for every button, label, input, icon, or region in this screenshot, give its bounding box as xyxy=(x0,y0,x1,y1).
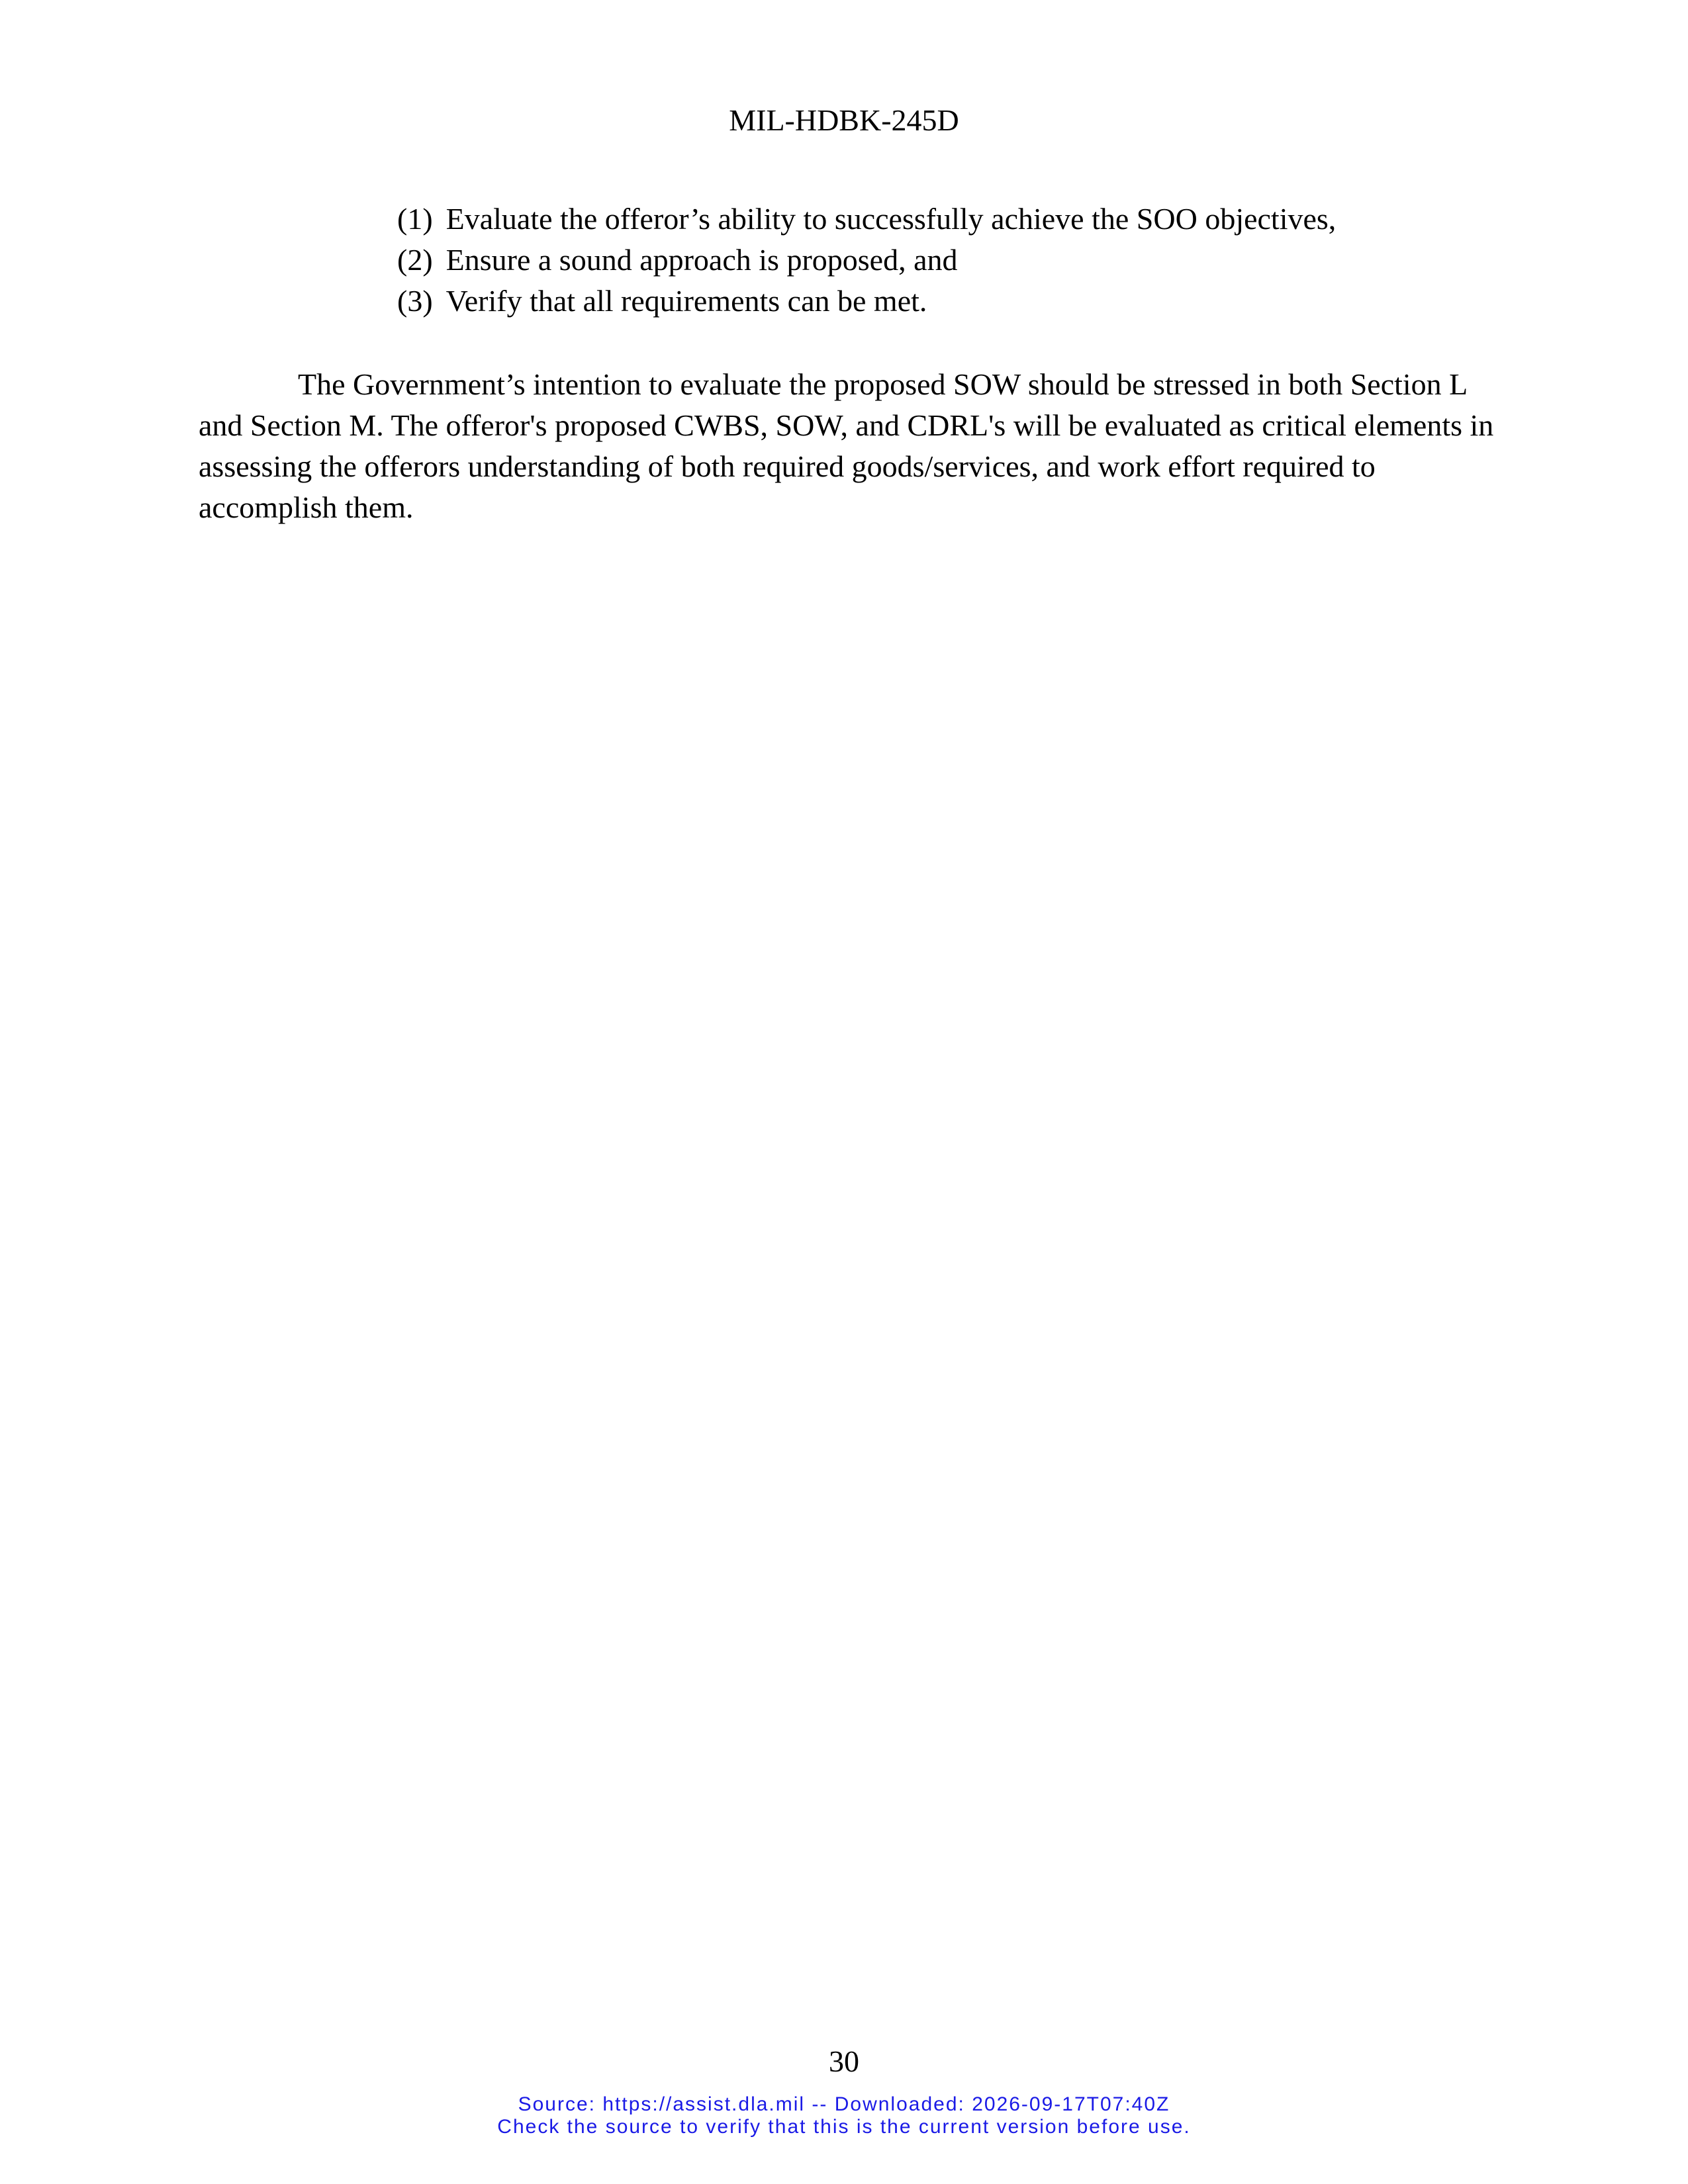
list-item xyxy=(397,199,1589,240)
list-item-text: Ensure a sound approach is proposed, and xyxy=(445,243,958,277)
list-item-text: Verify that all requirements can be met. xyxy=(445,284,927,318)
source-line: Source: https://assist.dla.mil -- Downloaded: 2026-09-17T07:40Z xyxy=(518,2093,1170,2115)
source-notice xyxy=(0,2093,1688,2138)
list-item-text: Evaluate the offeror’s ability to successfully achieve the SOO objectives, xyxy=(445,202,1336,236)
list-item-number: (3) xyxy=(397,284,433,318)
list-item xyxy=(397,240,1589,281)
objective-list xyxy=(397,199,1589,322)
body-paragraph: The Government’s intention to evaluate the proposed SOW should be stressed in both Section L and Section M. The offeror's proposed CWBS, SOW, and CDRL's will be evaluated as critical elements in assessing the offerors understanding of both required goods/services, and work effort required to accomplish them. xyxy=(199,367,1494,524)
document-header: MIL-HDBK-245D xyxy=(729,103,959,137)
list-item-number: (1) xyxy=(397,202,433,236)
list-item-number: (2) xyxy=(397,243,433,277)
list-item xyxy=(397,281,1589,322)
page-number: 30 xyxy=(829,2044,859,2078)
verify-line: Check the source to verify that this is the current version before use. xyxy=(497,2116,1191,2138)
